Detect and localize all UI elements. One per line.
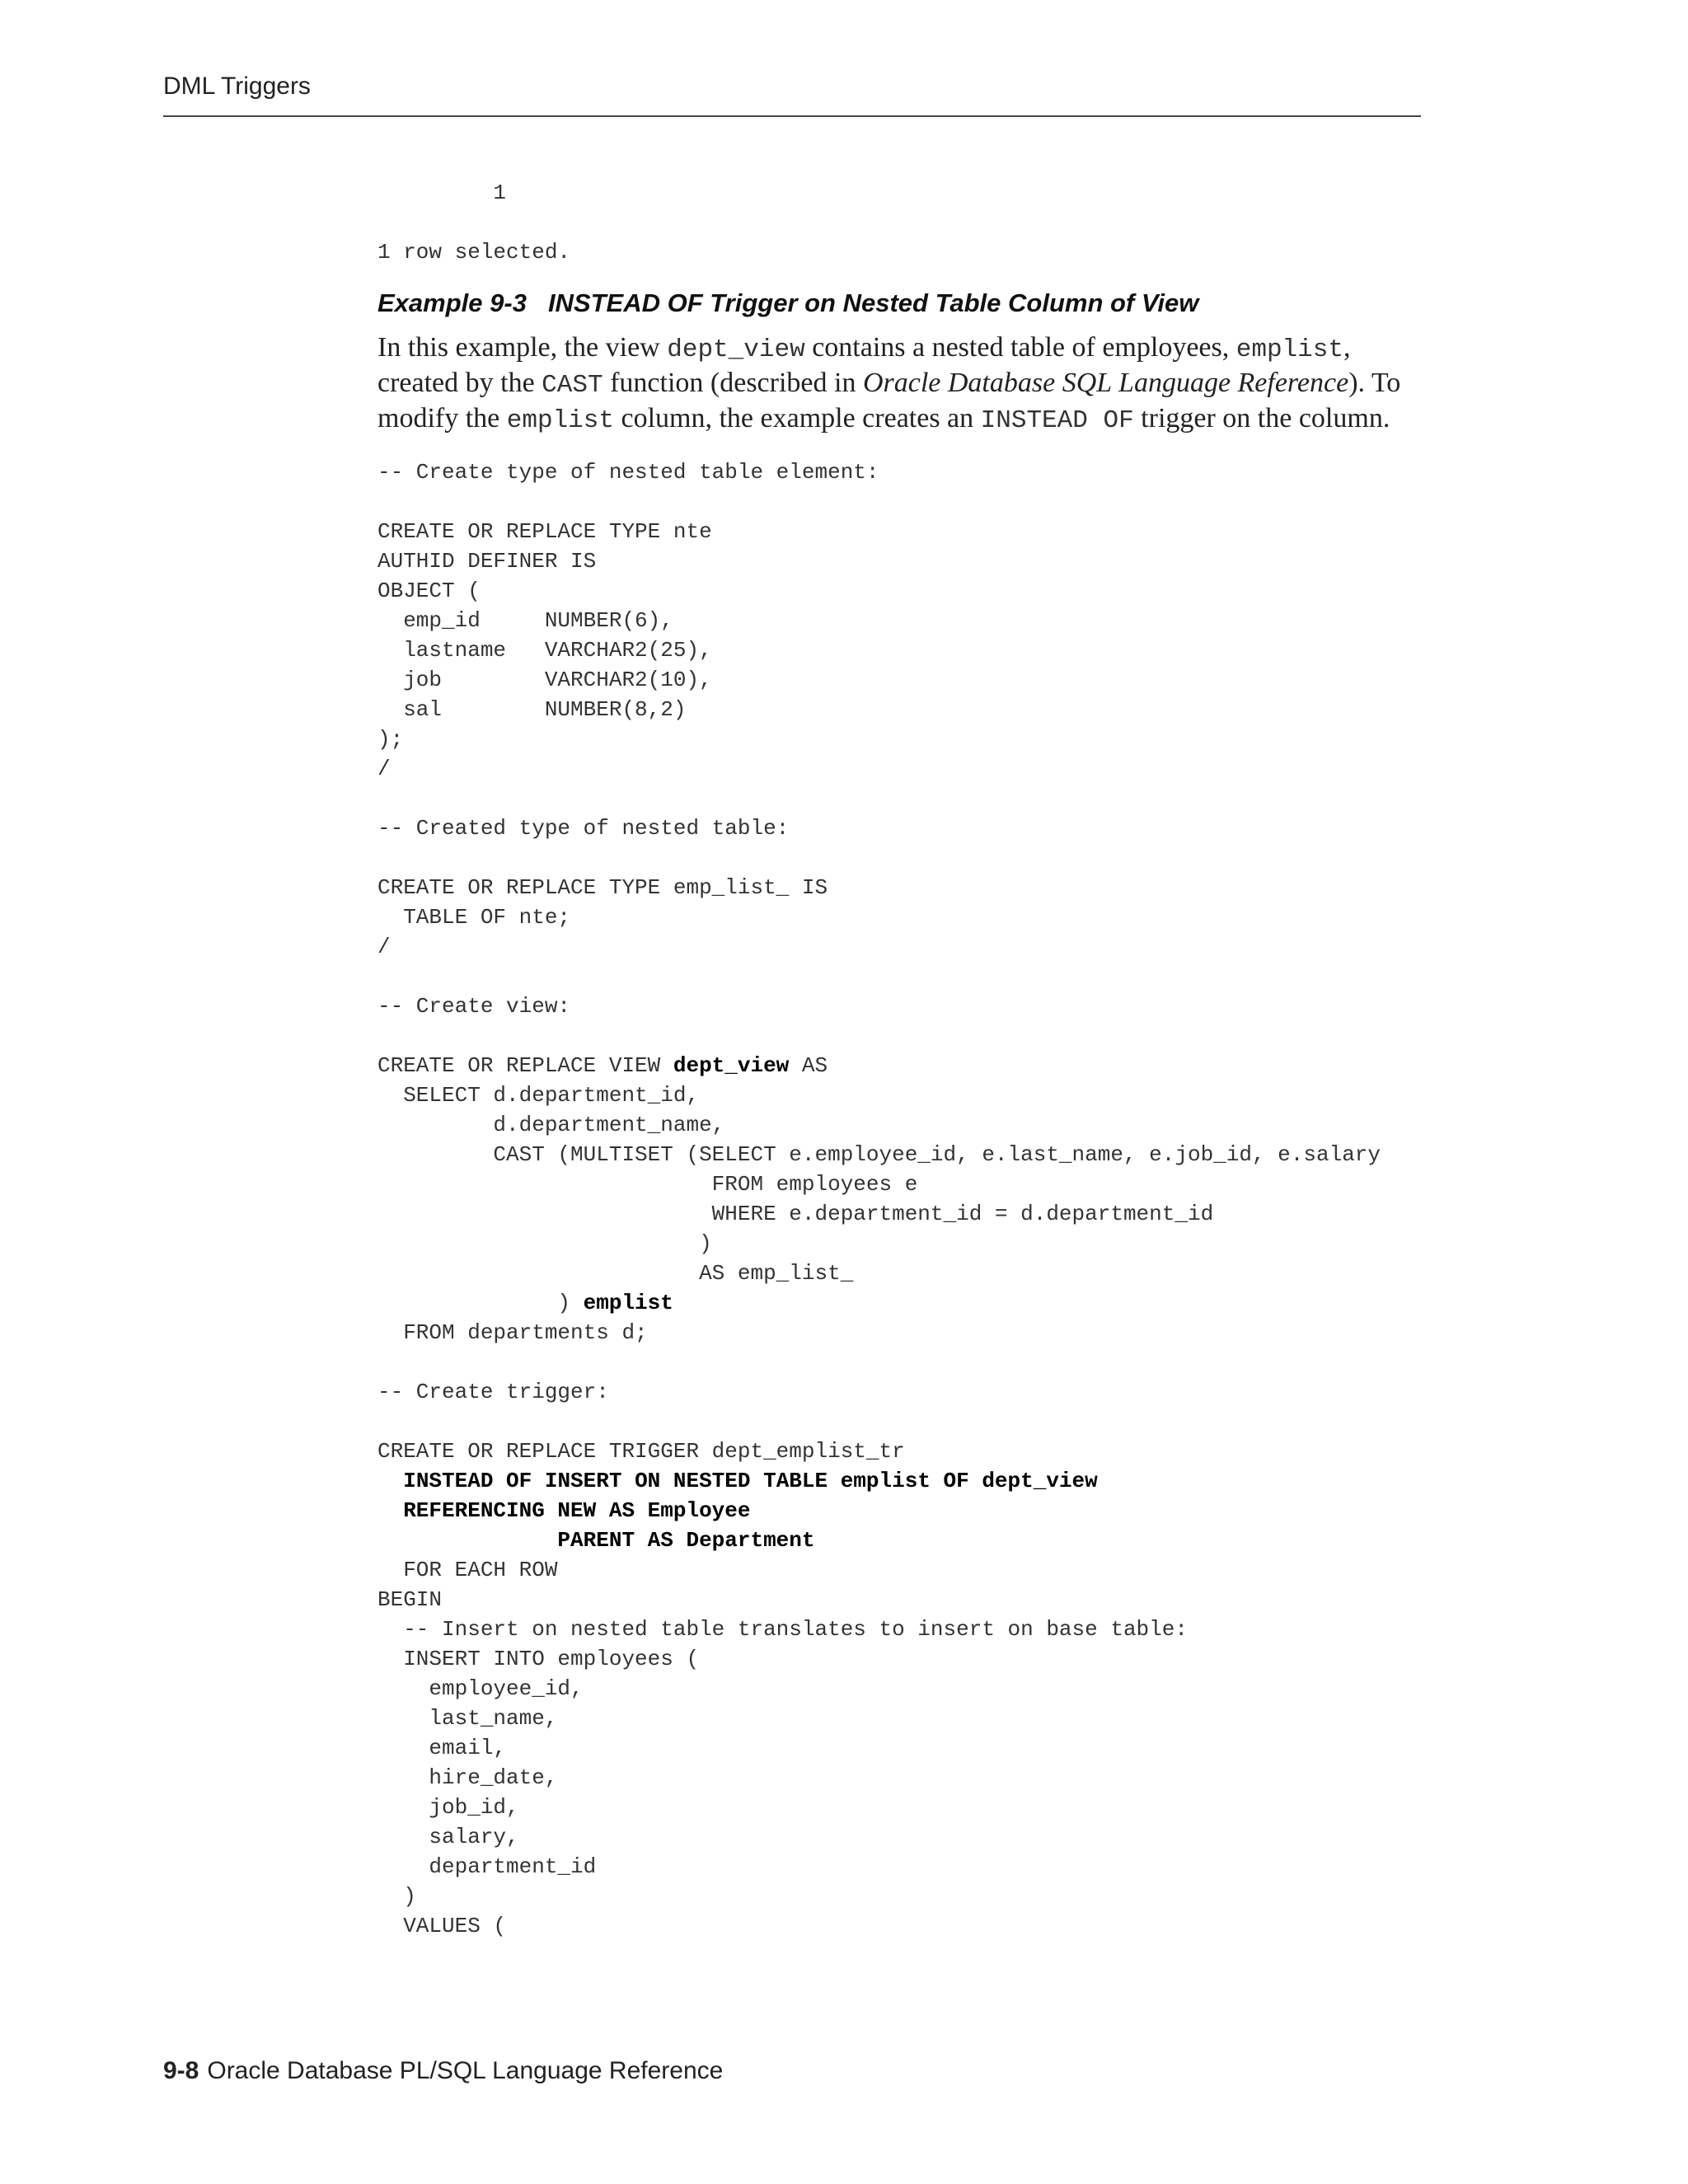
page-footer [163, 2057, 723, 2085]
example-label: Example 9-3 [377, 288, 527, 317]
code-listing: -- Create type of nested table element: CREATE OR REPLACE TYPE nte AUTHID DEFINER IS OBJECT ( emp_id NUMBER(6), lastname VARCHAR2(25), job VARCHAR2(10), sal NUMBER(8,2) ); / -- Created type of nested table: CREATE OR REPLACE TYPE emp_list_ IS TABLE OF nte; / -- Create view: CREATE OR REPLACE VIEW dept_view AS SELECT d.department_id, d.department_name, CAST (MULTISET (SELECT e.employee_id, e.last_name, e.job_id, e.salary FROM employees e WHERE e.department_id = d.department_id ) AS emp_list_ ) emplist FROM departments d; -- Create trigger: CREATE OR REPLACE TRIGGER dept_emplist_tr INSTEAD OF INSERT ON NESTED TABLE emplist OF dept_view REFERENCING NEW AS Employee PARENT AS Department FOR EACH ROW BEGIN -- Insert on nested table translates to insert on base table: INSERT INTO employees ( employee_id, last_name, email, hire_date, job_id, salary, department_id ) VALUES ( [377, 460, 1381, 1938]
example-title: INSTEAD OF Trigger on Nested Table Column of View [547, 288, 1199, 317]
view-name-code: dept_view [667, 335, 805, 364]
running-header: DML Triggers [163, 73, 311, 100]
page-number: 9-8 [163, 2057, 199, 2084]
code-emphasis: INSTEAD OF INSERT ON NESTED TABLE emplist OF dept_view REFERENCING NEW AS Employee PARENT AS Department [403, 1469, 1098, 1553]
function-name-code: CAST [542, 371, 603, 400]
column-name-code: emplist [506, 406, 614, 435]
header-rule [163, 115, 1421, 117]
query-result-output [377, 178, 1421, 267]
example-description: In this example, the view dept_view contains a nested table of employees, emplist, created by the CAST function (described in Oracle Database SQL Language Reference). To modify the emplist column, the example creates an INSTEAD OF trigger on the column. [377, 332, 1401, 435]
book-title: Oracle Database PL/SQL Language Reference [207, 2057, 724, 2084]
page-content [377, 178, 1421, 1941]
code-emphasis: dept_view [673, 1053, 790, 1078]
reference-book-title: Oracle Database SQL Language Reference [862, 368, 1349, 398]
rows-selected-text: 1 row selected. [377, 240, 571, 265]
code-emphasis: emplist [583, 1291, 673, 1315]
result-value: 1 [377, 180, 507, 205]
column-name-code: emplist [1236, 335, 1343, 364]
example-heading [377, 288, 1421, 318]
trigger-type-code: INSTEAD OF [980, 406, 1134, 435]
